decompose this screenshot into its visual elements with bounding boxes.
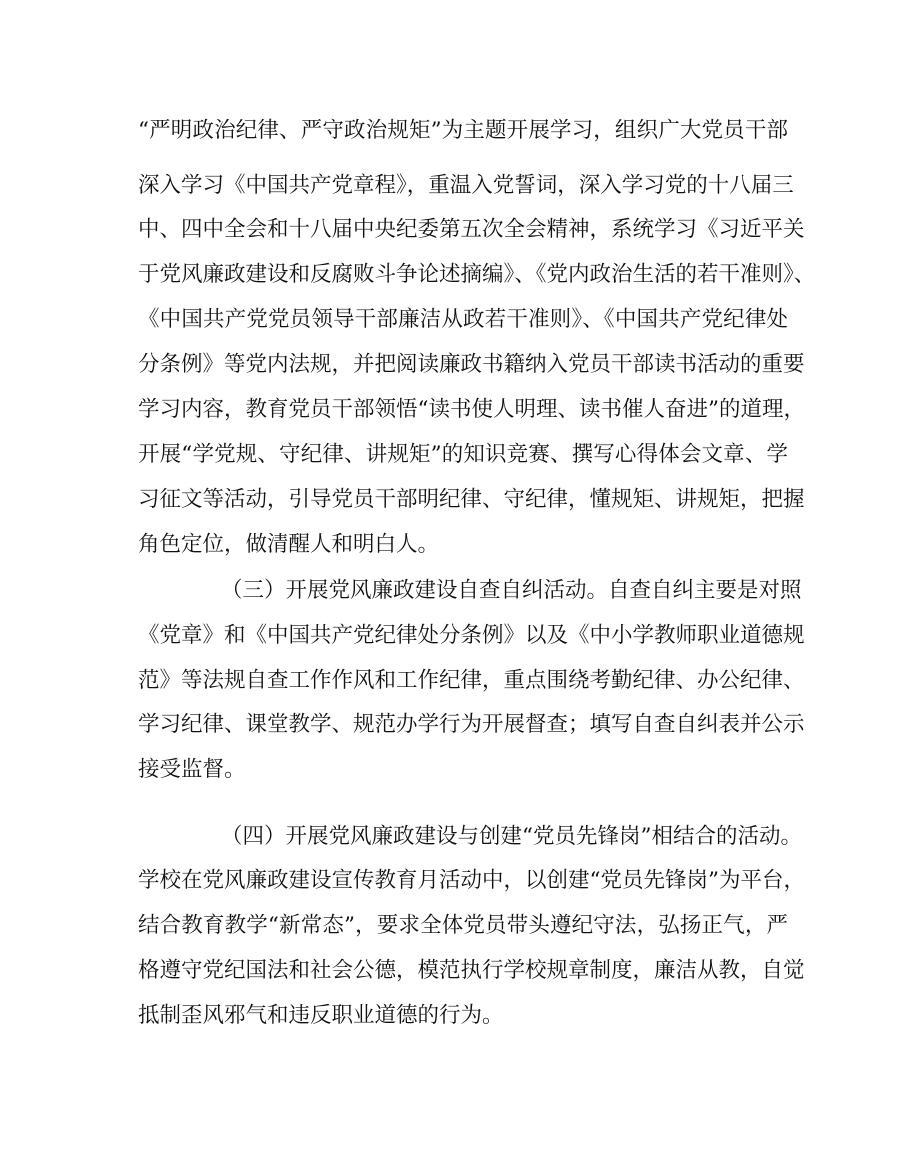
- text-line: 学校在党风廉政建设宣传教育月活动中，以创建“党员先锋岗”为平台，: [138, 868, 805, 893]
- text-line: 习征文等活动，引导党员干部明纪律、守纪律，懂规矩、讲规矩，把握: [138, 487, 805, 512]
- text-line: 角色定位，做清醒人和明白人。: [138, 532, 440, 557]
- text-line: 深入学习《中国共产党章程》，重温入党誓词，深入学习党的十八届三: [138, 173, 794, 198]
- text-line: 学习纪律、课堂教学、规范办学行为开展督查；填写自查自纠表并公示: [138, 712, 805, 737]
- text-line: 《党章》和《中国共产党纪律处分条例》以及《中小学教师职业道德规: [138, 623, 805, 648]
- text-line: “严明政治纪律、严守政治规矩”为主题开展学习，组织广大党员干部: [138, 118, 788, 143]
- text-line: 结合教育教学“新常态”，要求全体党员带头遵纪守法，弘扬正气，严: [138, 913, 788, 938]
- text-line: 《中国共产党党员领导干部廉洁从政若干准则》、《中国共产党纪律处: [138, 307, 788, 332]
- section-heading-line: （三）开展党风廉政建设自查自纠活动。自查自纠主要是对照: [221, 578, 802, 603]
- text-line: 中、四中全会和十八届中央纪委第五次全会精神，系统学习《习近平关: [138, 217, 805, 242]
- text-line: 格遵守党纪国法和社会公德，模范执行学校规章制度，廉洁从教，自觉: [138, 958, 805, 983]
- text-line: 开展“学党规、守纪律、讲规矩”的知识竞赛、撰写心得体会文章、学: [138, 442, 788, 467]
- text-line: 分条例》等党内法规，并把阅读廉政书籍纳入党员干部读书活动的重要: [138, 352, 805, 377]
- text-line: 学习内容，教育党员干部领悟“读书使人明理、读书催人奋进”的道理，: [138, 397, 805, 422]
- text-line: 范》等法规自查工作作风和工作纪律，重点围绕考勤纪律、办公纪律、: [138, 668, 805, 693]
- text-line: 接受监督。: [138, 757, 246, 782]
- text-line: 于党风廉政建设和反腐败斗争论述摘编》、《党内政治生活的若干准则》、: [138, 262, 816, 287]
- section-heading-line: （四）开展党风廉政建设与创建“党员先锋岗”相结合的活动。: [221, 824, 802, 849]
- text-line: 抵制歪风邪气和违反职业道德的行为。: [138, 1003, 504, 1028]
